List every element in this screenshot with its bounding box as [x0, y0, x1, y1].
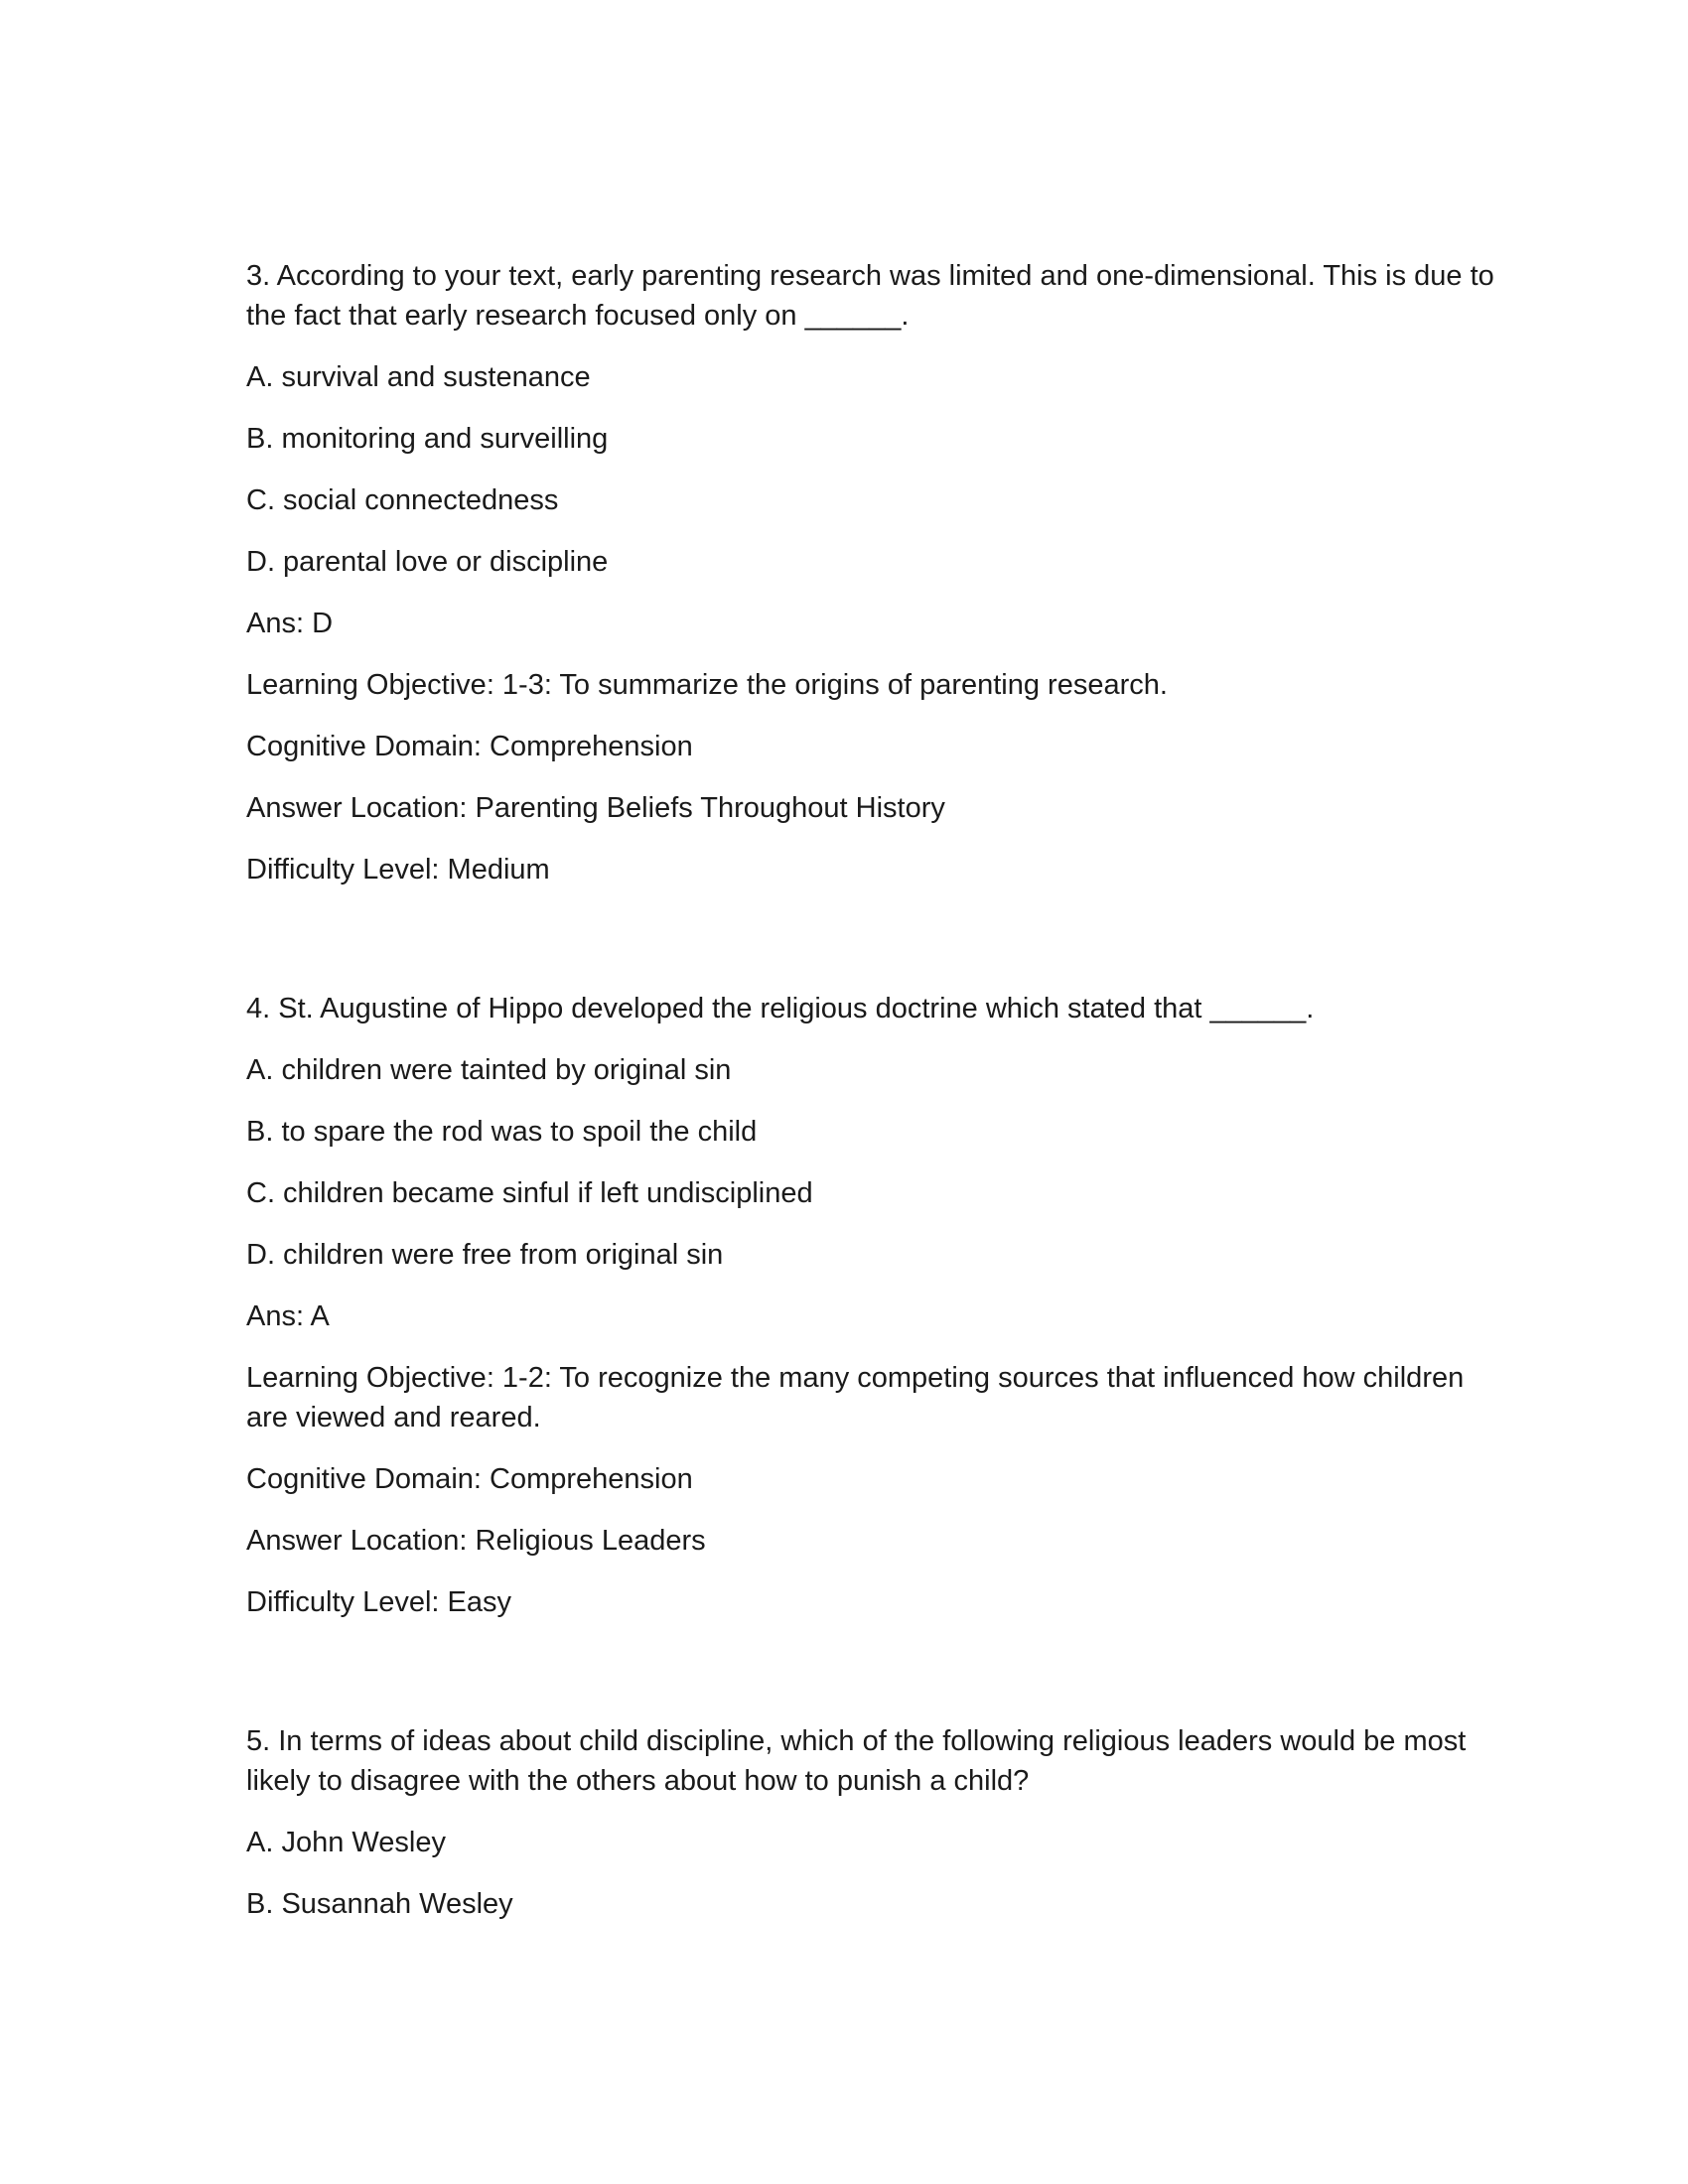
answer-location: Answer Location: Religious Leaders [246, 1525, 706, 1557]
option-a: A. John Wesley [246, 1827, 446, 1858]
cognitive-domain: Cognitive Domain: Comprehension [246, 1463, 693, 1495]
question-3 [246, 256, 1509, 889]
option-c: C. children became sinful if left undisciplined [246, 1177, 813, 1209]
option-b: B. monitoring and surveilling [246, 423, 609, 455]
learning-objective: Learning Objective: 1-2: To recognize the many competing sources that influenced how children are viewed and reared. [246, 1362, 1465, 1433]
question-stem: 3. According to your text, early parenting research was limited and one-dimensional. This is due to the fact that early research focused only on ______. [246, 260, 1494, 332]
option-c: C. social connectedness [246, 484, 559, 516]
option-a: A. survival and sustenance [246, 361, 591, 393]
answer: Ans: A [246, 1300, 330, 1332]
difficulty-level: Difficulty Level: Easy [246, 1586, 512, 1618]
learning-objective: Learning Objective: 1-3: To summarize the origins of parenting research. [246, 669, 1168, 701]
option-b: B. to spare the rod was to spoil the child [246, 1116, 758, 1148]
option-d: D. parental love or discipline [246, 546, 609, 578]
question-stem: 5. In terms of ideas about child discipline, which of the following religious leaders would be most likely to disagree with the others about how to punish a child? [246, 1725, 1467, 1797]
question-5 [246, 1721, 1509, 1924]
difficulty-level: Difficulty Level: Medium [246, 854, 550, 886]
question-stem: 4. St. Augustine of Hippo developed the religious doctrine which stated that ______. [246, 993, 1315, 1024]
option-a: A. children were tainted by original sin [246, 1054, 732, 1086]
question-4 [246, 989, 1509, 1622]
answer-location: Answer Location: Parenting Beliefs Throughout History [246, 792, 945, 824]
option-b: B. Susannah Wesley [246, 1888, 513, 1920]
option-d: D. children were free from original sin [246, 1239, 724, 1271]
answer: Ans: D [246, 608, 334, 639]
document-content [246, 256, 1509, 1946]
cognitive-domain: Cognitive Domain: Comprehension [246, 731, 693, 762]
